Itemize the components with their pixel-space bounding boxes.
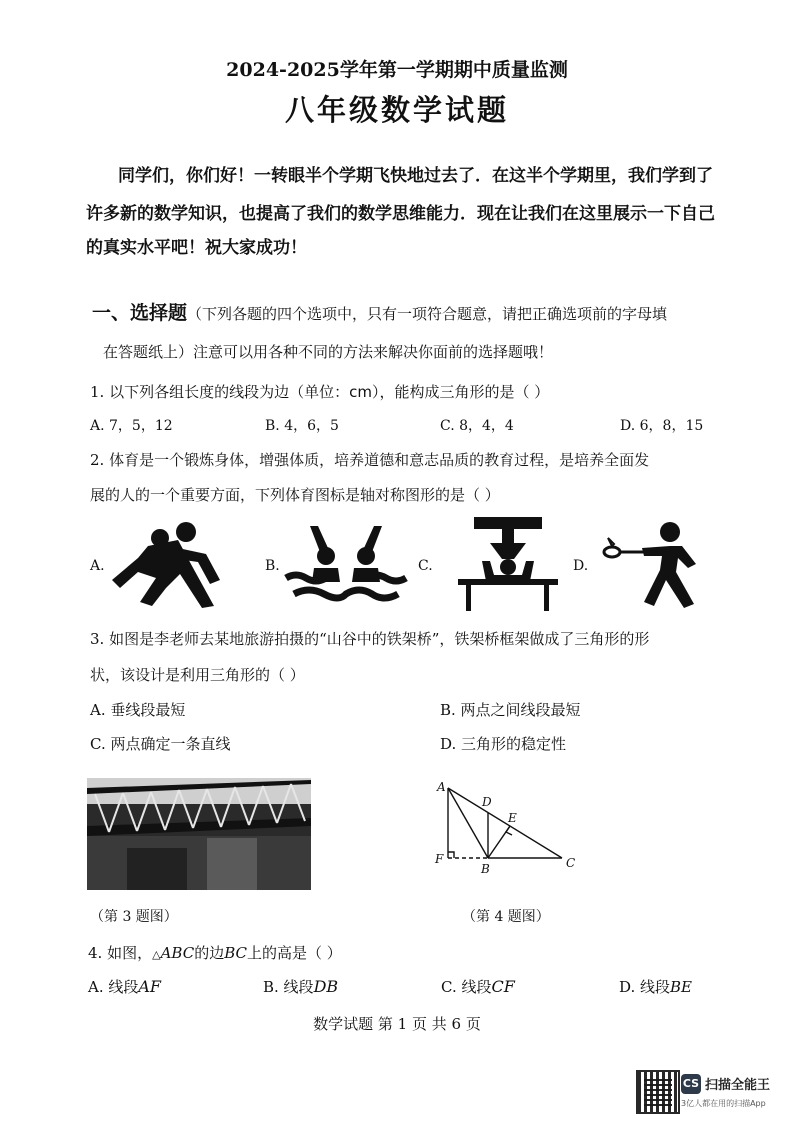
q2-label-b: B. — [265, 558, 280, 574]
q4-stem-a: 4. 如图， — [88, 944, 153, 962]
point-label-c: C — [566, 856, 576, 870]
camscanner-name: 扫描全能王 — [705, 1078, 771, 1093]
q2-label-a: A. — [90, 558, 105, 574]
q4-option-d-text: D. 线段 — [619, 978, 671, 996]
q4-option-a-segment: AF — [138, 977, 162, 996]
question-1-stem — [90, 381, 549, 402]
q3-option-a: A. 垂线段最短 — [90, 701, 186, 719]
triangle-symbol: △ — [152, 948, 161, 961]
q1-option-a: A. 7，5，12 — [90, 418, 173, 434]
intro-line-2: 许多新的数学知识，也提高了我们的数学思维能力．现在让我们在这里展示一下自己 — [86, 204, 715, 224]
section-note-1: （下列各题的四个选项中，只有一项符合题意，请把正确选项前的字母填 — [187, 305, 668, 323]
q1-option-c: C. 8，4，4 — [440, 418, 514, 434]
bridge-photo — [87, 778, 311, 890]
q3-option-c: C. 两点确定一条直线 — [90, 735, 231, 753]
q4-side-name: BC — [224, 944, 247, 962]
question-2-line-2: 展的人的一个重要方面，下列体育图标是轴对称图形的是（ ） — [90, 486, 500, 504]
q1-option-d: D. 6，8，15 — [620, 418, 704, 434]
camscanner-tagline: 3亿人都在用的扫描App — [681, 1099, 766, 1108]
q4-option-c-text: C. 线段 — [441, 978, 492, 996]
point-label-d: D — [482, 795, 492, 809]
section-title: 选择题 — [130, 302, 188, 324]
badminton-icon — [598, 518, 718, 610]
page-footer: 数学试题 第 1 页 共 6 页 — [313, 1015, 481, 1033]
figure-3-caption: （第 3 题图） — [90, 909, 178, 925]
q4-option-c — [441, 976, 515, 997]
wrestling-icon — [108, 518, 234, 610]
gymnastics-vault-icon — [456, 515, 560, 613]
point-label-f: F — [435, 852, 444, 866]
question-3-line-1: 3. 如图是李老师去某地旅游拍摄的“山谷中的铁架桥”，铁架桥框架做成了三角形的形 — [90, 630, 650, 648]
q4-option-c-segment: CF — [491, 977, 515, 996]
q1-stem-a: 1. 以下列各组长度的线段为边（单位： — [90, 383, 350, 401]
point-label-e: E — [508, 811, 517, 825]
q2-label-d: D. — [573, 558, 589, 574]
q4-option-a-text: A. 线段 — [88, 978, 139, 996]
q3-option-d: D. 三角形的稳定性 — [440, 735, 567, 753]
q4-triangle-name: ABC — [160, 944, 195, 962]
q4-option-b — [263, 976, 338, 997]
figure-4-caption: （第 4 题图） — [462, 909, 550, 925]
synchronized-swimming-icon — [284, 522, 408, 606]
qr-code-icon — [636, 1070, 680, 1114]
q4-option-b-text: B. 线段 — [263, 978, 314, 996]
q4-option-d-segment: BE — [670, 978, 693, 996]
section-1-heading — [92, 298, 667, 325]
q1-stem-b: ），能构成三角形的是（ ） — [371, 383, 550, 401]
question-4-stem — [88, 942, 342, 963]
intro-line-1: 同学们，你们好！一转眼半个学期飞快地过去了．在这半个学期里，我们学到了 — [118, 166, 713, 186]
camscanner-logo-icon: CS — [681, 1074, 701, 1094]
q4-option-d — [619, 976, 692, 997]
question-3-line-2: 状，该设计是利用三角形的（ ） — [90, 666, 305, 684]
q2-label-c: C. — [418, 558, 433, 574]
q4-stem-c: 上的高是（ ） — [246, 944, 342, 962]
section-number: 一、 — [92, 302, 131, 324]
intro-line-3: 的真实水平吧！祝大家成功！ — [86, 238, 307, 258]
q4-option-a — [88, 976, 161, 997]
question-2-line-1: 2. 体育是一个锻炼身体，增强体质，培养道德和意志品质的教育过程，是培养全面发 — [90, 451, 650, 469]
exam-term-title: 2024-2025学年第一学期期中质量监测 — [226, 59, 568, 81]
q1-unit: cm — [349, 383, 372, 401]
point-label-a: A — [437, 780, 446, 794]
exam-subject-title: 八年级数学试题 — [284, 93, 509, 127]
q1-option-b: B. 4，6，5 — [265, 418, 339, 434]
q3-option-b: B. 两点之间线段最短 — [440, 701, 581, 719]
q4-option-b-segment: DB — [313, 977, 339, 996]
q4-stem-b: 的边 — [194, 944, 225, 962]
section-note-2: 在答题纸上）注意可以用各种不同的方法来解决你面前的选择题哦！ — [103, 343, 554, 361]
point-label-b: B — [481, 862, 490, 876]
